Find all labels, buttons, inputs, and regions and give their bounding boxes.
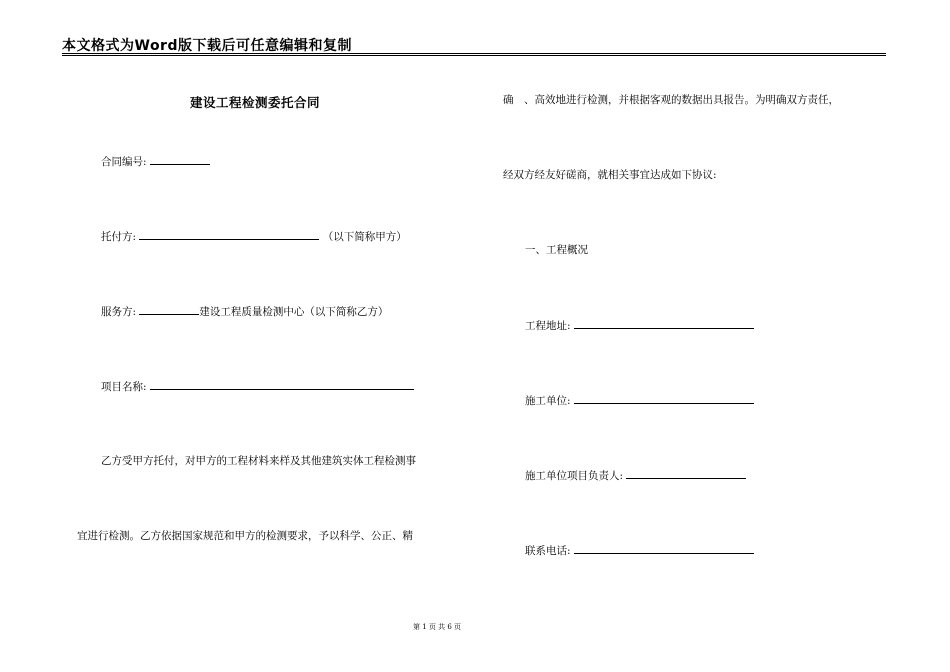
phone-label: 联系电话: <box>525 545 571 557</box>
site-address-blank <box>574 318 754 329</box>
header-title: 本文格式为Word版下载后可任意编辑和复制 <box>62 38 352 54</box>
contract-number-blank <box>150 154 210 165</box>
client-blank <box>139 229 319 240</box>
manager-blank <box>626 468 746 479</box>
page-number: 第 1 页 共 6 页 <box>413 623 462 631</box>
client-line <box>101 229 407 244</box>
site-address-label: 工程地址: <box>525 320 571 332</box>
paragraph-2: 宜进行检测。乙方依据国家规范和甲方的检测要求，予以科学、公正、精 <box>77 530 413 542</box>
phone-line <box>525 543 754 558</box>
provider-line <box>101 304 388 319</box>
phone-blank <box>574 543 754 554</box>
site-address-line <box>525 318 754 333</box>
provider-suffix: 建设工程质量检测中心（以下简称乙方） <box>199 306 389 318</box>
client-suffix: （以下简称甲方） <box>322 231 407 243</box>
builder-label: 施工单位: <box>525 395 571 407</box>
manager-label: 施工单位项目负责人: <box>525 470 624 482</box>
provider-blank <box>139 304 199 315</box>
paragraph-1: 乙方受甲方托付，对甲方的工程材料来样及其他建筑实体工程检测事 <box>101 455 416 467</box>
manager-line <box>525 468 746 483</box>
contract-number-label: 合同编号: <box>101 156 147 168</box>
project-name-label: 项目名称: <box>101 381 147 393</box>
contract-number-line <box>101 154 210 169</box>
paragraph-3: 确 、高效地进行检测，并根据客观的数据出具报告。为明确双方责任， <box>503 94 839 106</box>
header-divider <box>62 53 886 56</box>
client-label: 托付方: <box>101 231 137 243</box>
document-title: 建设工程检测委托合同 <box>190 95 321 110</box>
builder-blank <box>574 393 754 404</box>
section-heading-1: 一、工程概况 <box>525 244 588 256</box>
builder-line <box>525 393 754 408</box>
project-name-line <box>101 379 414 394</box>
paragraph-4: 经双方经友好磋商，就相关事宜达成如下协议: <box>503 169 717 181</box>
project-name-blank <box>150 379 414 390</box>
provider-label: 服务方: <box>101 306 137 318</box>
